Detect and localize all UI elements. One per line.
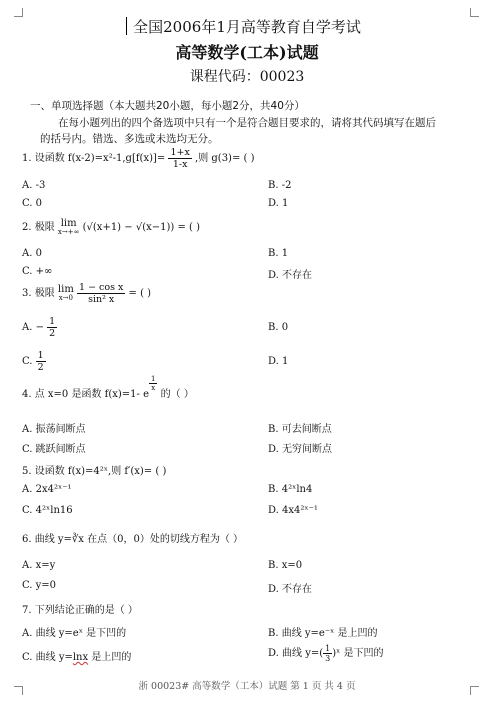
q2-option-b: B. 1 — [268, 248, 289, 259]
q5-option-b: B. 4²ˣln4 — [268, 484, 313, 495]
q2-limit: lim x→+∞ — [57, 217, 80, 236]
q7-option-b: B. 曲线 y=e⁻ˣ 是上凹的 — [268, 628, 378, 639]
q5-option-d: D. 4x4²ˣ⁻¹ — [268, 505, 318, 516]
q3-a-num: 1 — [49, 316, 56, 327]
q2-option-c: C. +∞ — [22, 266, 53, 277]
q4-option-d: D. 无穷间断点 — [268, 444, 333, 455]
q4-option-a: A. 振荡间断点 — [22, 424, 86, 435]
exam-title: 全国2006年1月高等教育自学考试 — [133, 18, 361, 36]
q4-stem-end: 的（ ） — [160, 389, 194, 400]
q1-option-d: D. 1 — [268, 198, 289, 209]
q3-frac-den: sin² x — [88, 294, 115, 305]
q3-c-num: 1 — [37, 350, 44, 361]
q3-option-c — [22, 350, 46, 373]
q1-frac-den: 1-x — [172, 159, 188, 170]
q1-stem-end: ,则 g(3)= ( ) — [195, 153, 255, 164]
question-7: 7. 下列结论正确的是（ ） — [22, 605, 138, 616]
question-1 — [22, 147, 255, 170]
q3-frac-num: 1 − cos x — [79, 282, 124, 293]
q3-a-fraction — [47, 316, 57, 339]
q2-stem-end: (√(x+1) − √(x−1)) = ( ) — [82, 222, 200, 233]
q3-c-den: 2 — [37, 362, 44, 373]
q3-option-d: D. 1 — [268, 356, 289, 367]
question-5: 5. 设函数 f(x)=4²ˣ,则 f′(x)= ( ) — [22, 466, 167, 477]
q4-exponent-fraction — [149, 375, 157, 392]
q2-option-d: D. 不存在 — [268, 270, 313, 281]
q7-option-c — [22, 648, 131, 663]
q2-stem: 2. 极限 — [22, 222, 55, 233]
q7-c-text-end: 是上凹的 — [88, 652, 132, 663]
q7-c-underlined: lnx — [72, 652, 89, 663]
q6-option-a: A. x=y — [22, 560, 56, 571]
section-instruction-2: 的括号内。错选、多选或未选均无分。 — [40, 133, 219, 145]
q7-d-den: 3 — [325, 654, 331, 663]
q1-option-c: C. 0 — [22, 198, 43, 209]
q2-option-a: A. 0 — [22, 248, 42, 259]
q1-option-b: B. -2 — [268, 180, 292, 191]
q5-option-c: C. 4²ˣln16 — [22, 505, 73, 516]
q7-option-d — [268, 644, 384, 663]
q3-c-fraction — [36, 350, 46, 373]
q3-option-a — [22, 316, 57, 339]
q4-stem: 4. 点 x=0 是函数 f(x)=1- e — [22, 389, 149, 400]
q1-fraction — [168, 147, 191, 170]
q7-c-text: C. 曲线 y= — [22, 652, 73, 663]
q6-option-d: D. 不存在 — [268, 584, 313, 595]
q5-option-a: A. 2x4²ˣ⁻¹ — [22, 484, 72, 495]
q4-option-c: C. 跳跃间断点 — [22, 444, 86, 455]
q3-a-den: 2 — [49, 328, 56, 339]
question-6: 6. 曲线 y=∛x 在点（0，0）处的切线方程为（ ） — [22, 534, 244, 545]
q3-limit: lim x→0 — [57, 283, 74, 302]
course-code: 课程代码：00023 — [189, 69, 305, 85]
q3-limit-sub: x→0 — [58, 293, 73, 302]
q3-option-b: B. 0 — [268, 322, 289, 333]
question-3 — [22, 282, 151, 305]
q4-exp-den: x — [151, 384, 156, 392]
q4-option-b: B. 可去间断点 — [268, 424, 332, 435]
q1-stem: 1. 设函数 f(x-2)=x²-1,g[f(x)]= — [22, 153, 166, 164]
q1-option-a: A. -3 — [22, 180, 46, 191]
section-heading: 一、单项选择题（本大题共20小题，每小题2分，共40分） — [30, 100, 305, 112]
q3-a-label: A. − — [22, 322, 44, 333]
q7-d-text: D. 曲线 y=( — [268, 648, 324, 659]
question-4 — [22, 375, 194, 402]
q6-option-b: B. x=0 — [268, 560, 303, 571]
q6-option-c: C. y=0 — [22, 580, 57, 591]
question-2 — [22, 218, 200, 237]
q2-limit-sub: x→+∞ — [57, 227, 80, 236]
section-instruction-1: 在每小题列出的四个备选项中只有一个是符合题目要求的，请将其代码填写在题后 — [58, 117, 436, 129]
q3-stem: 3. 极限 — [22, 288, 55, 299]
page-footer: 浙 00023# 高等数学（工本）试题 第 1 页 共 4 页 — [138, 681, 356, 692]
subject-title: 高等数学(工本)试题 — [175, 43, 319, 62]
q7-d-fraction — [323, 644, 332, 663]
q3-c-label: C. — [22, 356, 33, 367]
q7-d-text-end: )ˣ 是下凹的 — [332, 648, 384, 659]
q3-stem-end: = ( ) — [128, 288, 152, 299]
q7-d-num: 1 — [325, 644, 331, 653]
q4-exp-num: 1 — [151, 375, 156, 383]
q3-fraction — [77, 282, 125, 305]
q1-frac-num: 1+x — [170, 147, 190, 158]
q7-option-a: A. 曲线 y=eˣ 是下凹的 — [22, 628, 127, 639]
